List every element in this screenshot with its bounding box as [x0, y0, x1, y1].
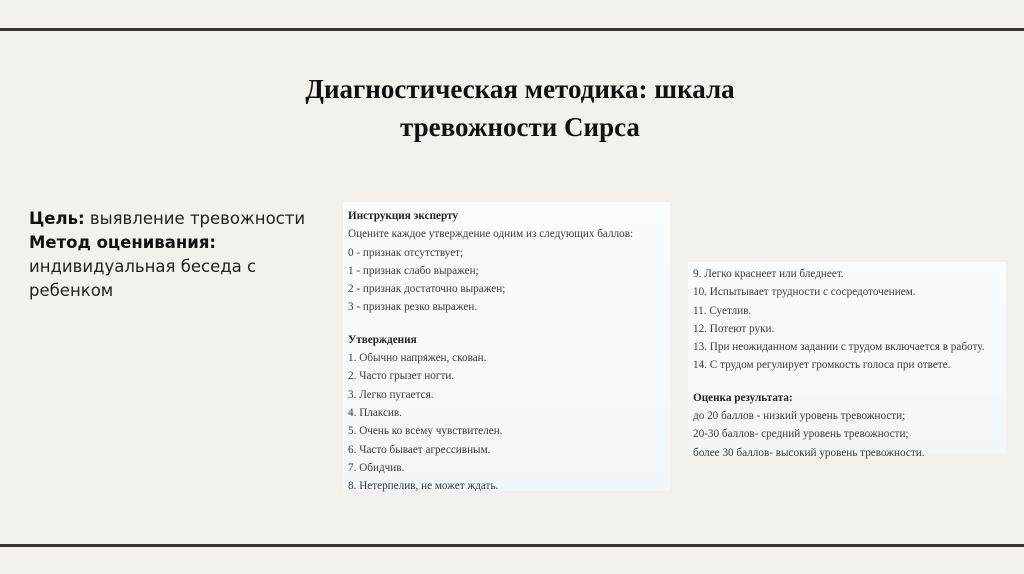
- top-divider: [0, 28, 1024, 31]
- instruction-image-left: [343, 202, 670, 491]
- description-block: [29, 207, 319, 303]
- statement-item: 8. Нетерпелив, не может ждать.: [348, 480, 499, 493]
- goal-paragraph: [29, 207, 319, 231]
- slide-title-line-1: Диагностическая методика: шкала: [305, 74, 735, 104]
- bottom-divider: [0, 544, 1024, 547]
- method-label: Метод оценивания:: [29, 233, 217, 252]
- instruction-header: Инструкция эксперту: [348, 210, 458, 222]
- statement-item: 7. Обидчив.: [348, 461, 405, 474]
- statement-item: 2. Часто грызет ногти.: [348, 370, 455, 383]
- score-item: 0 - признак отсутствует;: [348, 246, 464, 259]
- statement-item: 9. Легко краснеет или бледнеет.: [693, 268, 844, 280]
- statement-item: 14. С трудом регулирует громкость голоса при ответе.: [693, 359, 951, 372]
- statement-item: 13. При неожиданном задании с трудом включается в работу.: [693, 341, 985, 354]
- instruction-image-right: [688, 262, 1006, 459]
- score-item: 2 - признак достаточно выражен;: [348, 283, 506, 296]
- result-item: более 30 баллов- высокий уровень тревожности.: [693, 446, 925, 459]
- statement-item: 5. Очень ко всему чувствителен.: [348, 425, 503, 438]
- slide-title: [200, 70, 840, 146]
- statement-item: 12. Потеют руки.: [693, 322, 775, 335]
- statement-item: 11. Суетлив.: [693, 304, 752, 317]
- slide-title-line-2: тревожности Сирса: [400, 112, 640, 142]
- instruction-text: Оцените каждое утверждение одним из следующих баллов:: [348, 228, 634, 241]
- score-item: 3 - признак резко выражен.: [348, 301, 478, 314]
- method-paragraph: [29, 231, 319, 303]
- statements-header: Утверждения: [348, 333, 417, 346]
- statement-item: 1. Обычно напряжен, скован.: [348, 352, 487, 365]
- statement-item: 4. Плаксив.: [348, 406, 403, 419]
- result-item: 20-30 баллов- средний уровень тревожности;: [693, 428, 909, 441]
- statement-item: 6. Часто бывает агрессивным.: [348, 443, 491, 456]
- goal-label: Цель:: [29, 209, 85, 228]
- statement-item: 3. Легко пугается.: [348, 388, 434, 401]
- results-header: Оценка результата:: [693, 391, 793, 404]
- method-text: индивидуальная беседа с ребенком: [29, 257, 257, 300]
- statement-item: 10. Испытывает трудности с сосредоточением.: [693, 286, 916, 299]
- score-item: 1 - признак слабо выражен;: [348, 264, 479, 277]
- result-item: до 20 баллов - низкий уровень тревожности;: [693, 410, 906, 423]
- goal-text: выявление тревожности: [84, 209, 306, 228]
